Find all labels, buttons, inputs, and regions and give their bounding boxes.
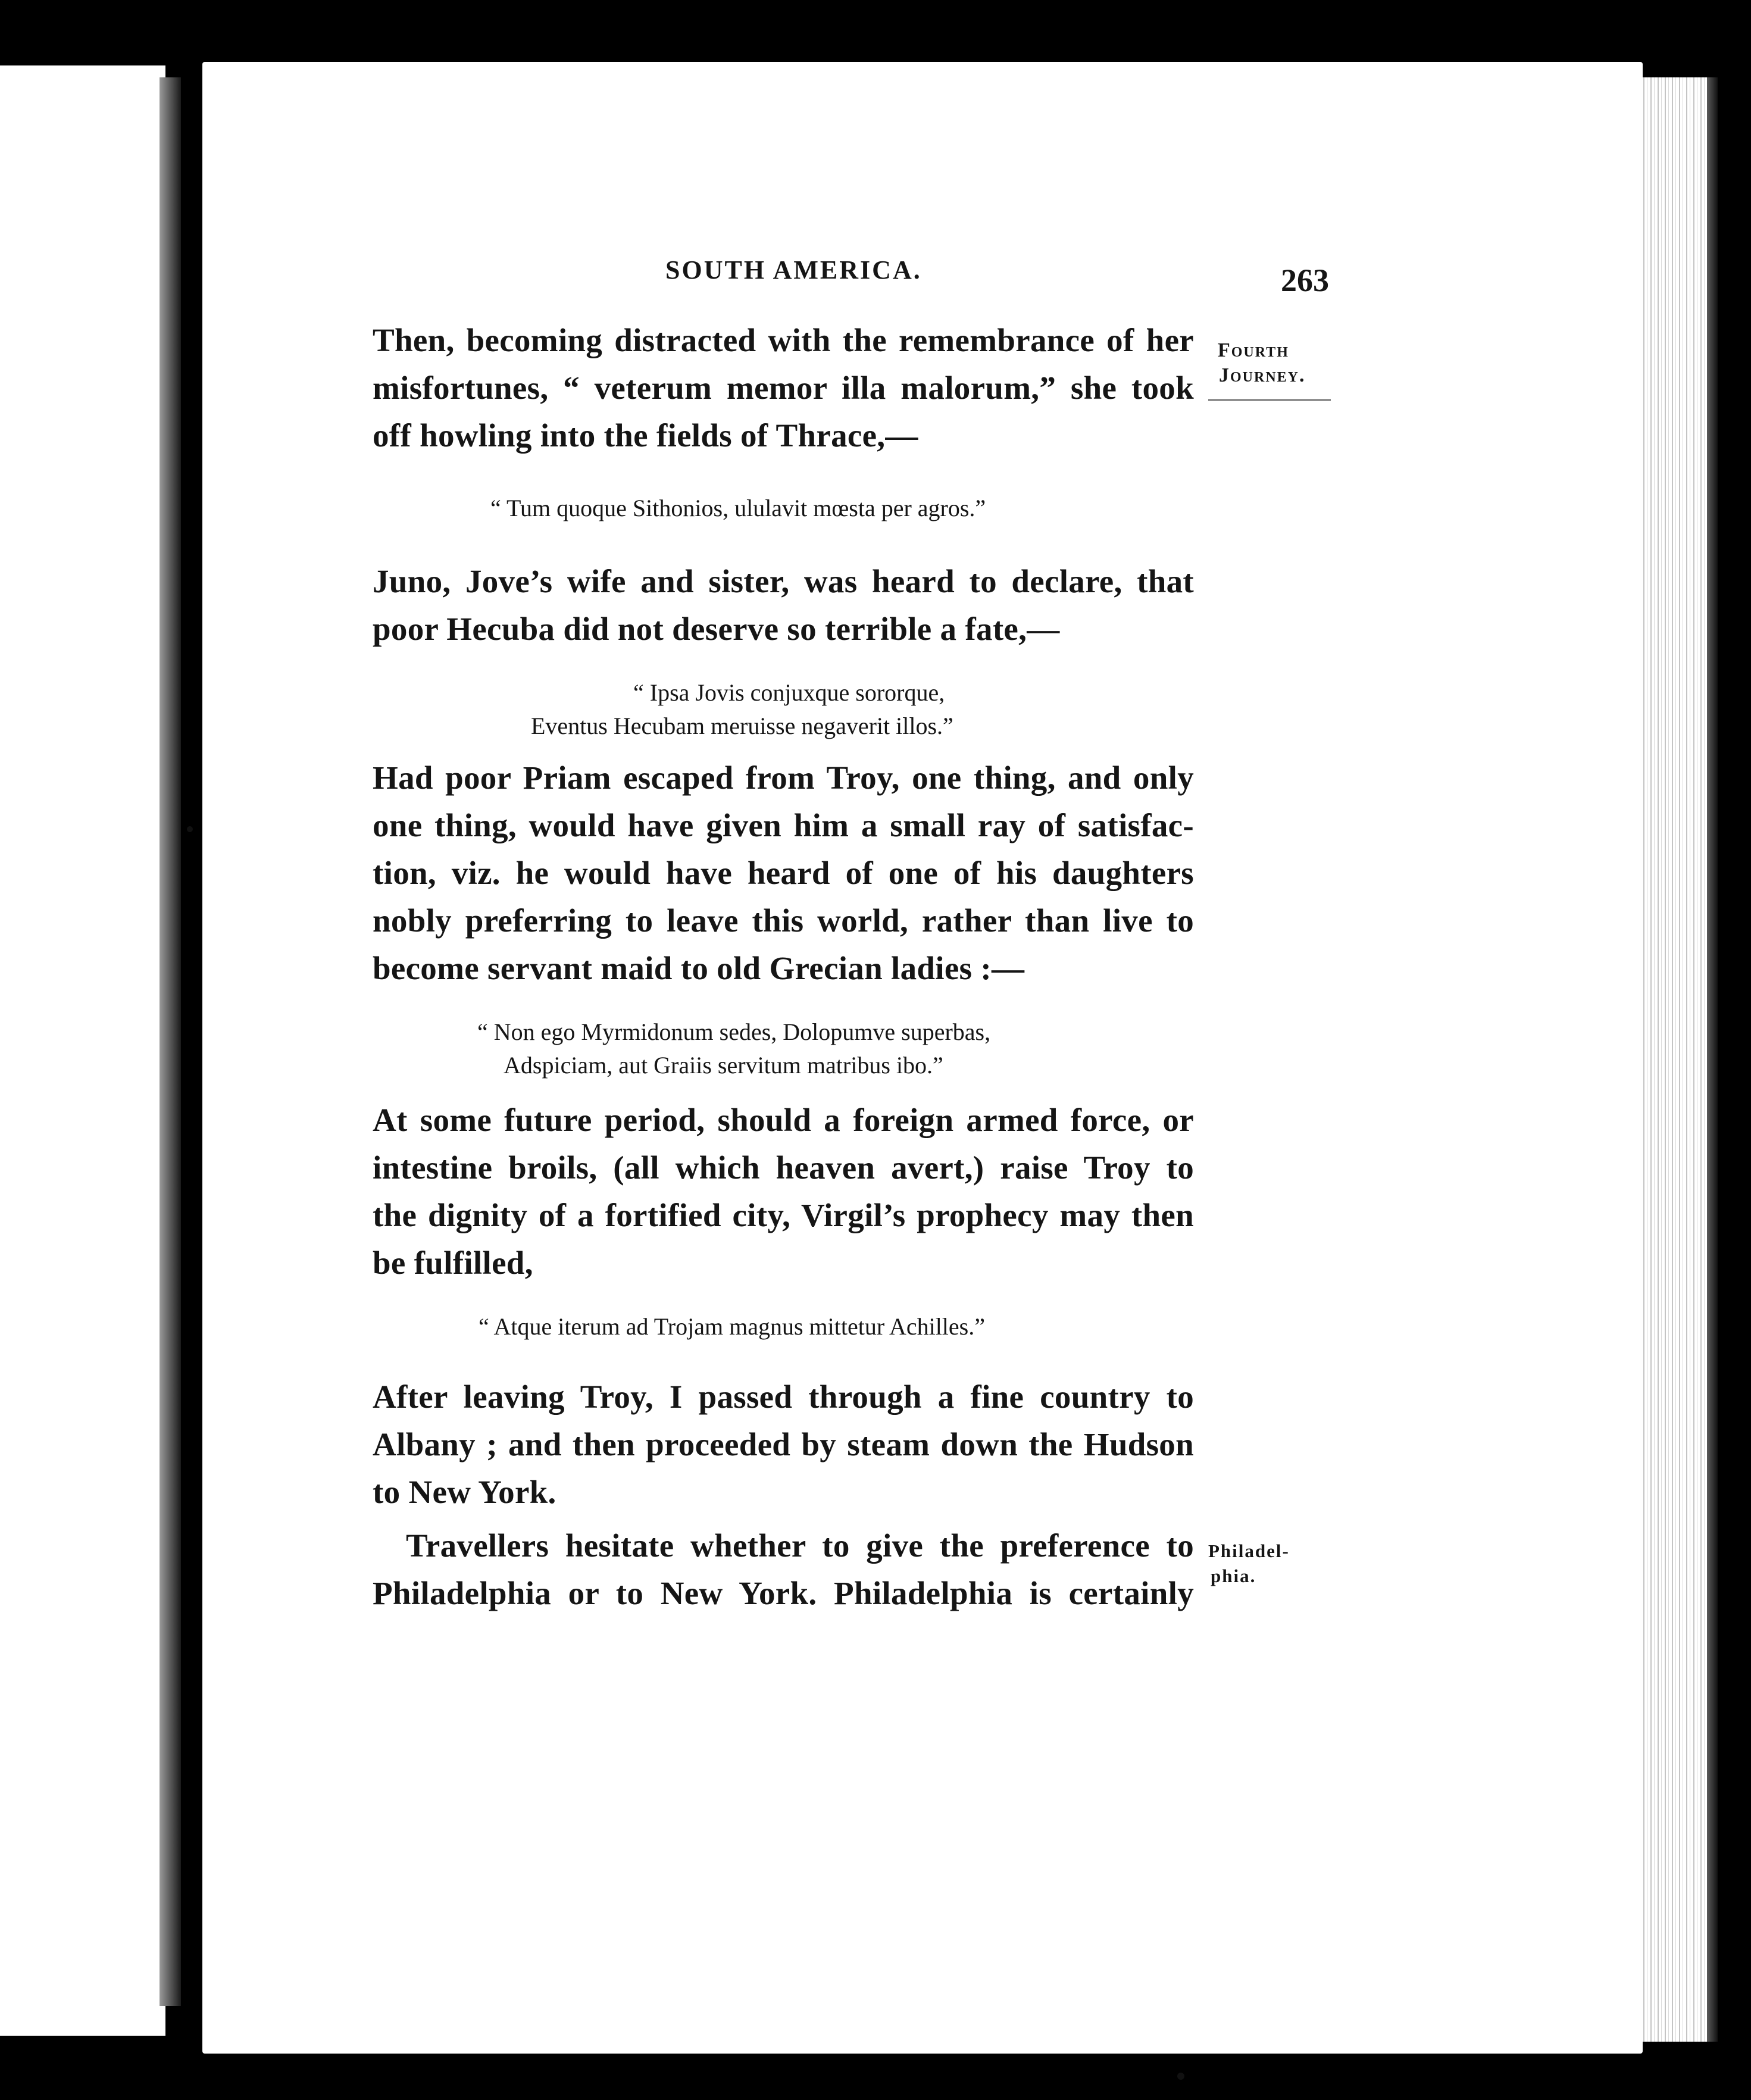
facing-page-edge: [0, 65, 165, 2036]
running-head: SOUTH AMERICA.: [665, 255, 922, 285]
latin-quote-line: Eventus Hecubam meruisse negaverit illos.”: [531, 712, 953, 739]
latin-quote-line: Adspiciam, aut Graiis servitum matribus ibo.”: [504, 1052, 943, 1079]
latin-quote-line: “ Non ego Myrmidonum sedes, Dolopumve superbas,: [477, 1018, 991, 1045]
binding-edge-shadow: [1707, 77, 1718, 2042]
margin-note-philadelphia-1: Philadel-: [1208, 1540, 1290, 1561]
paragraph-line: misfortunes, “ veterum memor illa malorum,” she took: [373, 370, 1194, 406]
paragraph-line: intestine broils, (all which heaven avert,) raise Troy to: [373, 1149, 1194, 1186]
paragraph-line: Juno, Jove’s wife and sister, was heard to declare, that: [373, 563, 1194, 599]
latin-quote-line: “ Atque iterum ad Trojam magnus mittetur Achilles.”: [479, 1313, 985, 1340]
paragraph-line: poor Hecuba did not deserve so terrible a fate,—: [373, 611, 1060, 647]
paragraph-line: Travellers hesitate whether to give the preference to: [406, 1527, 1194, 1564]
paragraph-line: nobly preferring to leave this world, rather than live to: [373, 902, 1194, 939]
paragraph-line: the dignity of a fortified city, Virgil’s prophecy may then: [373, 1197, 1194, 1233]
paragraph-line: After leaving Troy, I passed through a fine country to: [373, 1379, 1194, 1415]
paragraph-line: Philadelphia or to New York. Philadelphia is certainly: [373, 1575, 1194, 1611]
latin-quote-line: “ Ipsa Jovis conjuxque sororque,: [633, 679, 945, 706]
gutter-shadow: [160, 77, 181, 2006]
margin-note-rule: [1208, 399, 1331, 401]
latin-quote-line: “ Tum quoque Sithonios, ululavit mœsta per agros.”: [490, 495, 986, 521]
paragraph-line: to New York.: [373, 1474, 556, 1510]
page-number: 263: [1281, 262, 1329, 298]
margin-note-philadelphia-2: phia.: [1211, 1565, 1256, 1586]
margin-note-journey: Journey.: [1219, 364, 1306, 386]
scan-speck: [1177, 2073, 1184, 2080]
paragraph-line: off howling into the fields of Thrace,—: [373, 417, 918, 454]
margin-note-fourth: Fourth: [1218, 339, 1289, 361]
paragraph-line: Then, becoming distracted with the remembrance of her: [373, 322, 1194, 358]
paragraph-line: Had poor Priam escaped from Troy, one thing, and only: [373, 760, 1194, 796]
paragraph-line: one thing, would have given him a small ray of satisfac-: [373, 807, 1194, 843]
paragraph-line: At some future period, should a foreign armed force, or: [373, 1102, 1194, 1138]
paragraph-line: become servant maid to old Grecian ladies :—: [373, 950, 1025, 986]
paragraph-line: Albany ; and then proceeded by steam down the Hudson: [373, 1426, 1194, 1462]
paragraph-line: tion, viz. he would have heard of one of his daughters: [373, 855, 1194, 891]
scan-speck: [187, 826, 193, 832]
paragraph-line: be fulfilled,: [373, 1245, 533, 1281]
